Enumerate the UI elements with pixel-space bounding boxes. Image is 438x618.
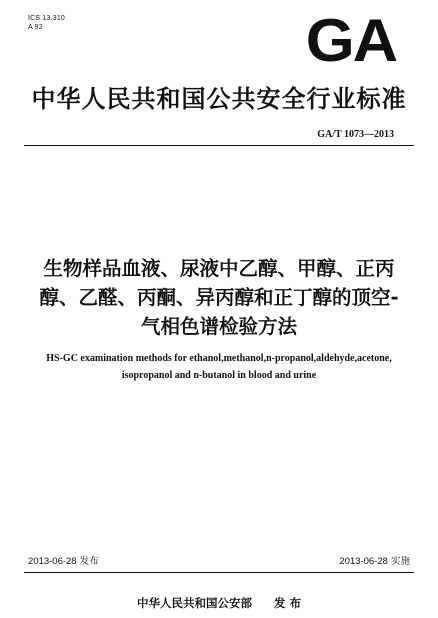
english-title-line-1: HS-GC examination methods for ethanol,methanol,n-propanol,aldehyde,acetone, bbox=[46, 353, 392, 364]
bottom-divider bbox=[24, 572, 414, 573]
top-divider bbox=[24, 145, 414, 146]
document-title-english bbox=[0, 350, 438, 384]
effective-date: 2013-06-28 bbox=[339, 556, 388, 567]
document-title-chinese bbox=[0, 254, 438, 341]
effective-label: 实施 bbox=[390, 556, 410, 567]
title-line-2: 醇、乙醛、丙酮、异丙醇和正丁醇的顶空- bbox=[39, 286, 399, 309]
title-line-3: 气相色谱检验方法 bbox=[140, 315, 297, 338]
issue-date-block bbox=[28, 556, 99, 568]
effective-date-block bbox=[339, 556, 410, 568]
issue-date: 2013-06-28 bbox=[28, 556, 77, 567]
class-code: A 92 bbox=[28, 24, 43, 31]
title-line-1: 生物样品血液、尿液中乙醇、甲醇、正丙 bbox=[43, 257, 395, 280]
issuer-line bbox=[0, 596, 438, 610]
issue-label: 发布 bbox=[79, 556, 99, 567]
ics-classification bbox=[28, 14, 65, 32]
standard-number: GA/T 1073—2013 bbox=[317, 129, 394, 140]
ga-logo: GA bbox=[305, 7, 396, 74]
ics-code: ICS 13.310 bbox=[28, 15, 66, 22]
issuer-action: 发 布 bbox=[273, 596, 301, 610]
issuer-name: 中华人民共和国公安部 bbox=[136, 596, 252, 610]
standard-title: 中华人民共和国公共安全行业标准 bbox=[31, 85, 407, 113]
english-title-line-2: isopropanol and n-butanol in blood and urine bbox=[121, 370, 317, 381]
